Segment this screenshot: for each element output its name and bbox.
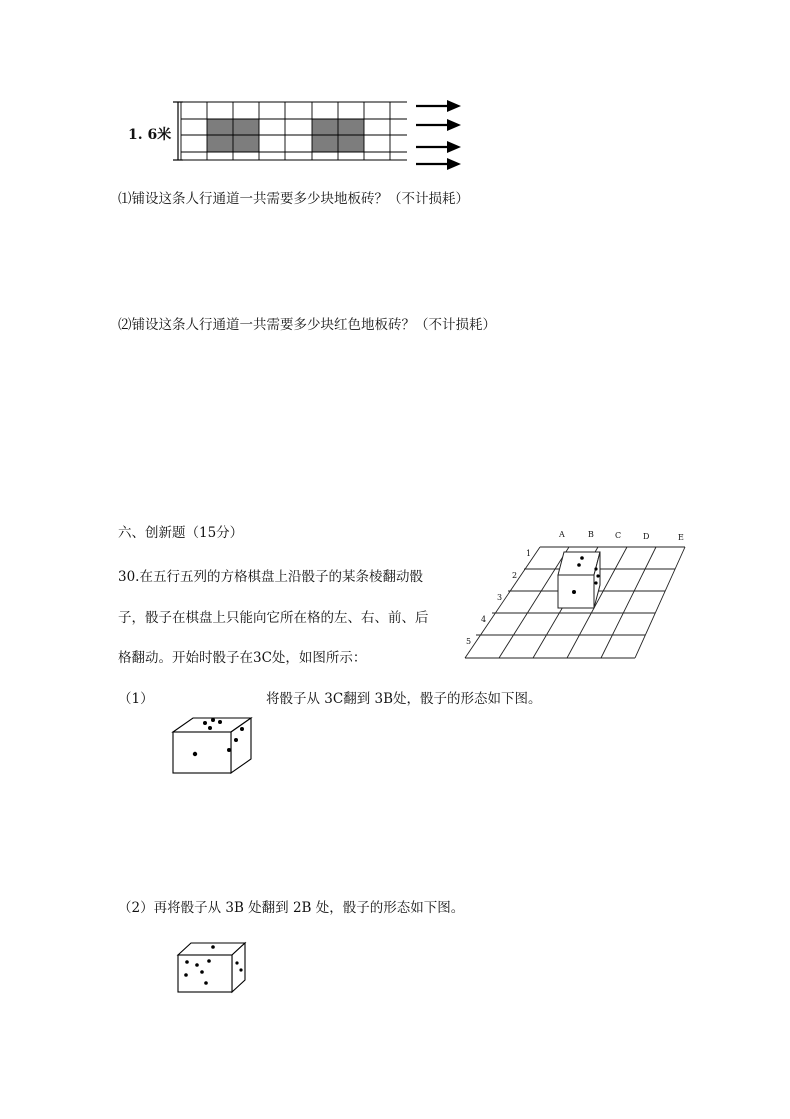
die-figure-step-1 xyxy=(168,713,258,778)
board-row-1: 1 xyxy=(526,549,532,558)
question-1: ⑴铺设这条人行通道一共需要多少块地板砖？（不计损耗） xyxy=(118,191,469,207)
problem-30-line-3: 格翻动。开始时骰子在3C处，如图所示： xyxy=(118,650,367,666)
walkway-width-label: 1. 6米 xyxy=(128,127,172,143)
problem-30-line-1: 30.在五行五列的方格棋盘上沿骰子的某条棱翻动骰 xyxy=(118,569,423,585)
board-col-b: B xyxy=(588,530,594,539)
board-col-e: E xyxy=(678,533,684,542)
walkway-tile-figure xyxy=(125,95,470,175)
board-row-2: 2 xyxy=(512,571,518,580)
die-figure-step-2 xyxy=(175,939,250,995)
step-2-text: （2）再将骰子从 3B 处翻到 2B 处，骰子的形态如下图。 xyxy=(118,900,465,916)
board-col-c: C xyxy=(615,531,622,540)
step-1-number: （1） xyxy=(118,691,154,707)
board-row-4: 4 xyxy=(481,615,487,624)
board-col-a: A xyxy=(559,530,565,539)
problem-30-line-2: 子，骰子在棋盘上只能向它所在格的左、右、前、后 xyxy=(118,610,429,626)
question-2: ⑵铺设这条人行通道一共需要多少块红色地板砖？（不计损耗） xyxy=(118,317,496,333)
step-1-text: 将骰子从 3C翻到 3B处，骰子的形态如下图。 xyxy=(266,691,542,707)
board-row-3: 3 xyxy=(497,593,503,602)
board-col-d: D xyxy=(643,532,650,541)
chessboard-figure xyxy=(455,525,695,665)
board-row-5: 5 xyxy=(466,637,472,646)
section-six-heading: 六、创新题（15分） xyxy=(118,525,244,541)
